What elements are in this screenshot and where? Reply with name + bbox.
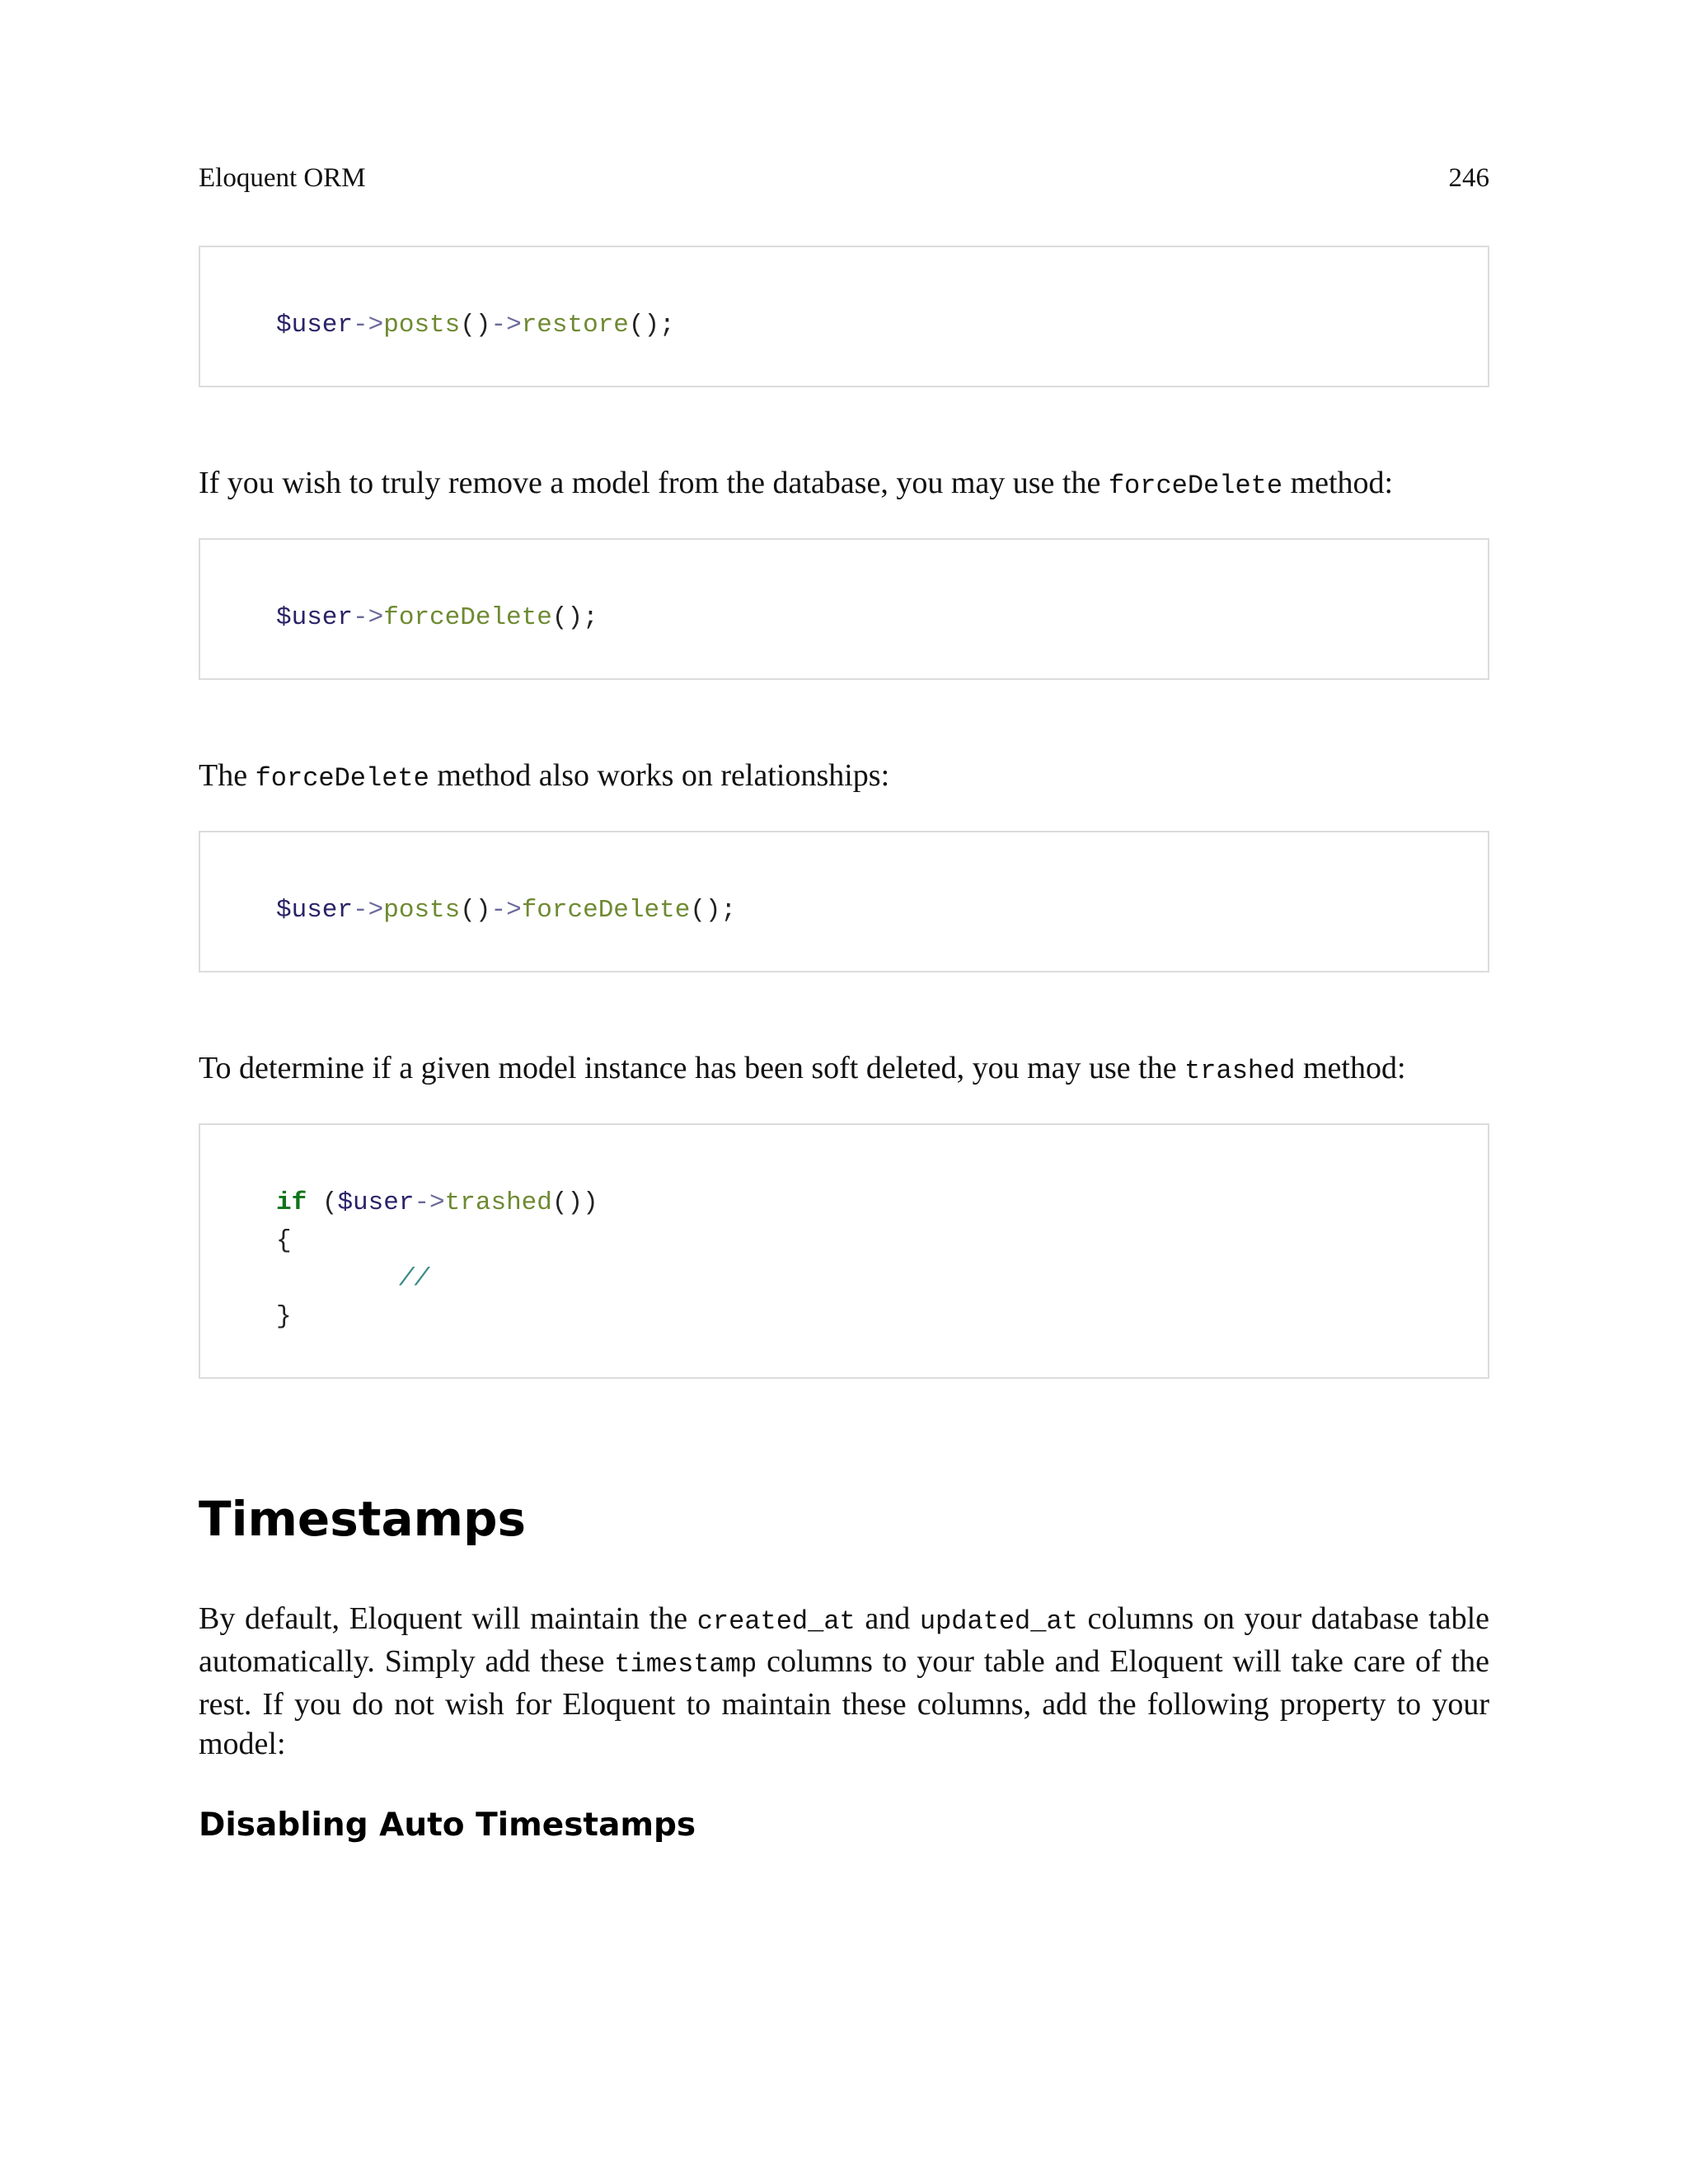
code-function: posts	[383, 311, 461, 340]
code-operator: ->	[490, 311, 522, 340]
code-line	[276, 1298, 1488, 1336]
code-function: restore	[521, 311, 629, 340]
code-operator: ->	[490, 896, 522, 925]
code-punctuation: ()	[460, 311, 491, 340]
inline-code: updated_at	[919, 1606, 1078, 1637]
paragraph-text: columns on your database table automatically. Simply add these	[199, 1601, 1489, 1679]
code-comment: //	[398, 1264, 430, 1293]
code-keyword: if	[276, 1188, 307, 1217]
code-punctuation: }	[276, 1302, 292, 1331]
paragraph-text: The	[199, 758, 256, 793]
code-punctuation: ();	[690, 896, 737, 925]
code-operator: ->	[414, 1188, 445, 1217]
code-block-force-delete	[199, 538, 1489, 680]
chapter-title: Eloquent ORM	[199, 163, 366, 193]
code-punctuation: ())	[551, 1188, 598, 1217]
code-function: trashed	[444, 1188, 552, 1217]
inline-code: forceDelete	[1108, 471, 1283, 501]
code-line	[276, 1184, 1488, 1222]
code-indent	[276, 1264, 399, 1293]
code-operator: ->	[353, 311, 384, 340]
code-line	[276, 599, 1488, 637]
paragraph-text: method also works on relationships:	[429, 758, 890, 793]
inline-code: created_at	[696, 1606, 856, 1637]
code-variable: $user	[276, 896, 354, 925]
code-line	[276, 892, 1488, 930]
inline-code: trashed	[1184, 1056, 1296, 1086]
subsection-heading: Disabling Auto Timestamps	[199, 1807, 696, 1844]
page-number: 246	[1448, 163, 1489, 193]
paragraph-text: columns to your table and Eloquent will take care of the rest. If you do not wish for Eloquent to maintain these columns, add the following property to your model:	[199, 1644, 1490, 1761]
code-operator: ->	[353, 896, 384, 925]
paragraph-force-delete	[199, 463, 1489, 506]
running-header	[199, 162, 1489, 194]
code-block-restore	[199, 246, 1489, 387]
code-line	[276, 307, 1488, 344]
inline-code: forceDelete	[255, 763, 429, 794]
code-line	[276, 1222, 1488, 1260]
paragraph-timestamps	[199, 1599, 1489, 1764]
code-function: posts	[383, 896, 461, 925]
code-function: forceDelete	[383, 603, 552, 632]
section-heading: Timestamps	[199, 1491, 527, 1547]
paragraph-text: To determine if a given model instance has been soft deleted, you may use the	[199, 1051, 1185, 1085]
code-line	[276, 1260, 1488, 1298]
code-punctuation: ();	[551, 603, 598, 632]
code-function: forceDelete	[521, 896, 691, 925]
code-block-relationship-force-delete	[199, 831, 1489, 972]
code-block-trashed	[199, 1123, 1489, 1379]
code-punctuation: (	[307, 1188, 338, 1217]
code-variable: $user	[276, 603, 354, 632]
paragraph-text: method:	[1295, 1051, 1406, 1085]
paragraph-text: method:	[1282, 466, 1394, 500]
paragraph-text: and	[855, 1601, 920, 1636]
code-punctuation: {	[276, 1226, 292, 1255]
code-operator: ->	[353, 603, 384, 632]
paragraph-text: By default, Eloquent will maintain the	[199, 1601, 697, 1636]
code-variable: $user	[337, 1188, 415, 1217]
paragraph-trashed	[199, 1048, 1489, 1091]
code-punctuation: ()	[460, 896, 491, 925]
code-variable: $user	[276, 311, 354, 340]
code-punctuation: ();	[628, 311, 675, 340]
inline-code: timestamp	[614, 1649, 757, 1680]
paragraph-text: If you wish to truly remove a model from the database, you may use the	[199, 466, 1109, 500]
paragraph-relationships	[199, 756, 1489, 799]
